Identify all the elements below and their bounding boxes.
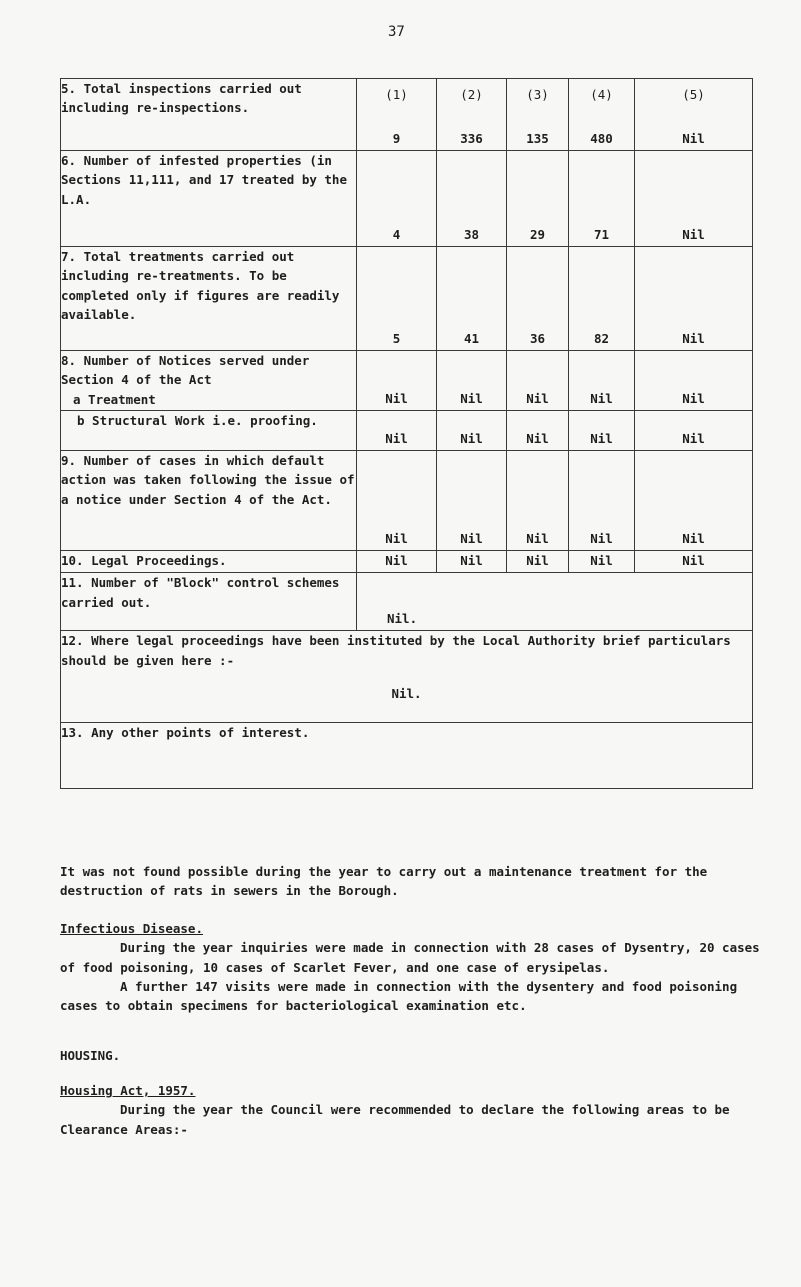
cell-value: 36 xyxy=(507,247,569,351)
cell-value: Nil xyxy=(507,351,569,411)
table-row xyxy=(61,151,753,247)
paragraph: A further 147 visits were made in connection with the dysentery and food poisoning cases to obtain specimens for bacteriological examination etc. xyxy=(60,978,738,1014)
cell-value: Nil xyxy=(357,351,437,411)
cell-value: Nil xyxy=(635,151,753,247)
cell-value: 29 xyxy=(507,151,569,247)
table-row xyxy=(61,451,753,551)
cell-value: Nil xyxy=(357,551,437,573)
cell-value: Nil xyxy=(569,411,635,451)
cell-value: 135 xyxy=(526,130,549,146)
cell-value: Nil xyxy=(635,411,753,451)
table-row xyxy=(61,247,753,351)
sub-label-b: b Structural Work i.e. proofing. xyxy=(61,411,357,451)
column-header: (1) xyxy=(385,87,408,103)
section-heading: HOUSING. xyxy=(60,1047,121,1063)
row-label: 9. Number of cases in which default action was taken following the issue of a notice under Section 4 of the Act. xyxy=(61,451,357,551)
cell-value: Nil xyxy=(437,551,507,573)
cell-value: Nil xyxy=(635,451,753,551)
cell-value: 71 xyxy=(569,151,635,247)
paragraph: During the year inquiries were made in connection with 28 cases of Dysentry, 20 cases of food poisoning, 10 cases of Scarlet Fever, and one case of erysipelas. xyxy=(60,940,760,975)
table-row xyxy=(61,573,753,631)
sub-label-a: a Treatment xyxy=(73,391,156,407)
row-label: 10. Legal Proceedings. xyxy=(61,551,357,573)
cell-value: 38 xyxy=(437,151,507,247)
cell-value: 480 xyxy=(590,130,613,146)
row-label: 6. Number of infested properties (in Sections 11,111, and 17 treated by the L.A. xyxy=(61,151,357,247)
cell-value: Nil xyxy=(682,130,705,146)
page-number: 37 xyxy=(388,24,405,40)
cell-value: Nil. xyxy=(357,573,753,631)
cell-value: Nil xyxy=(507,411,569,451)
column-header: (4) xyxy=(590,87,613,103)
body-text xyxy=(60,862,760,1139)
cell-value: 336 xyxy=(460,130,483,146)
cell-value: Nil xyxy=(635,247,753,351)
table-row xyxy=(61,551,753,573)
cell-value: 41 xyxy=(437,247,507,351)
paragraph: During the year the Council were recommended to declare the following areas to be Clearance Areas:- xyxy=(60,1102,730,1137)
cell-value: Nil xyxy=(507,551,569,573)
column-header: (5) xyxy=(682,87,705,103)
cell-value: Nil xyxy=(357,411,437,451)
cell-value: Nil. xyxy=(391,686,422,702)
table-row xyxy=(61,723,753,789)
table-row xyxy=(61,631,753,723)
section-heading: Infectious Disease. xyxy=(60,920,203,936)
column-header: (2) xyxy=(460,87,483,103)
cell-value: Nil xyxy=(357,451,437,551)
cell-value: Nil xyxy=(437,411,507,451)
cell-value: 5 xyxy=(357,247,437,351)
cell-value: Nil xyxy=(635,351,753,411)
cell-value: Nil xyxy=(569,451,635,551)
cell-value: Nil xyxy=(437,451,507,551)
sub-heading: Housing Act, 1957. xyxy=(60,1083,196,1098)
column-header: (3) xyxy=(526,87,549,103)
row-label: 12. Where legal proceedings have been instituted by the Local Authority brief particulars should be given here :- xyxy=(61,633,731,668)
cell-value: Nil xyxy=(569,351,635,411)
table-row xyxy=(61,79,753,151)
row-label: 13. Any other points of interest. xyxy=(61,723,753,789)
row-label: 8. Number of Notices served under Section 4 of the Act xyxy=(61,353,310,388)
row-label: 5. Total inspections carried out including re-inspections. xyxy=(61,79,357,151)
cell-value: 9 xyxy=(392,130,401,146)
rodent-control-table xyxy=(60,78,753,789)
cell-value: 82 xyxy=(569,247,635,351)
table-row xyxy=(61,411,753,451)
row-label: 7. Total treatments carried out including re-treatments. To be completed only if figures are readily available. xyxy=(61,247,357,351)
cell-value: 4 xyxy=(357,151,437,247)
table-row xyxy=(61,351,753,411)
cell-value: Nil xyxy=(437,351,507,411)
paragraph: It was not found possible during the year to carry out a maintenance treatment for the destruction of rats in sewers in the Borough. xyxy=(60,864,708,899)
row-label: 11. Number of "Block" control schemes carried out. xyxy=(61,573,357,631)
cell-value: Nil xyxy=(635,551,753,573)
cell-value: Nil xyxy=(507,451,569,551)
cell-value: Nil xyxy=(569,551,635,573)
